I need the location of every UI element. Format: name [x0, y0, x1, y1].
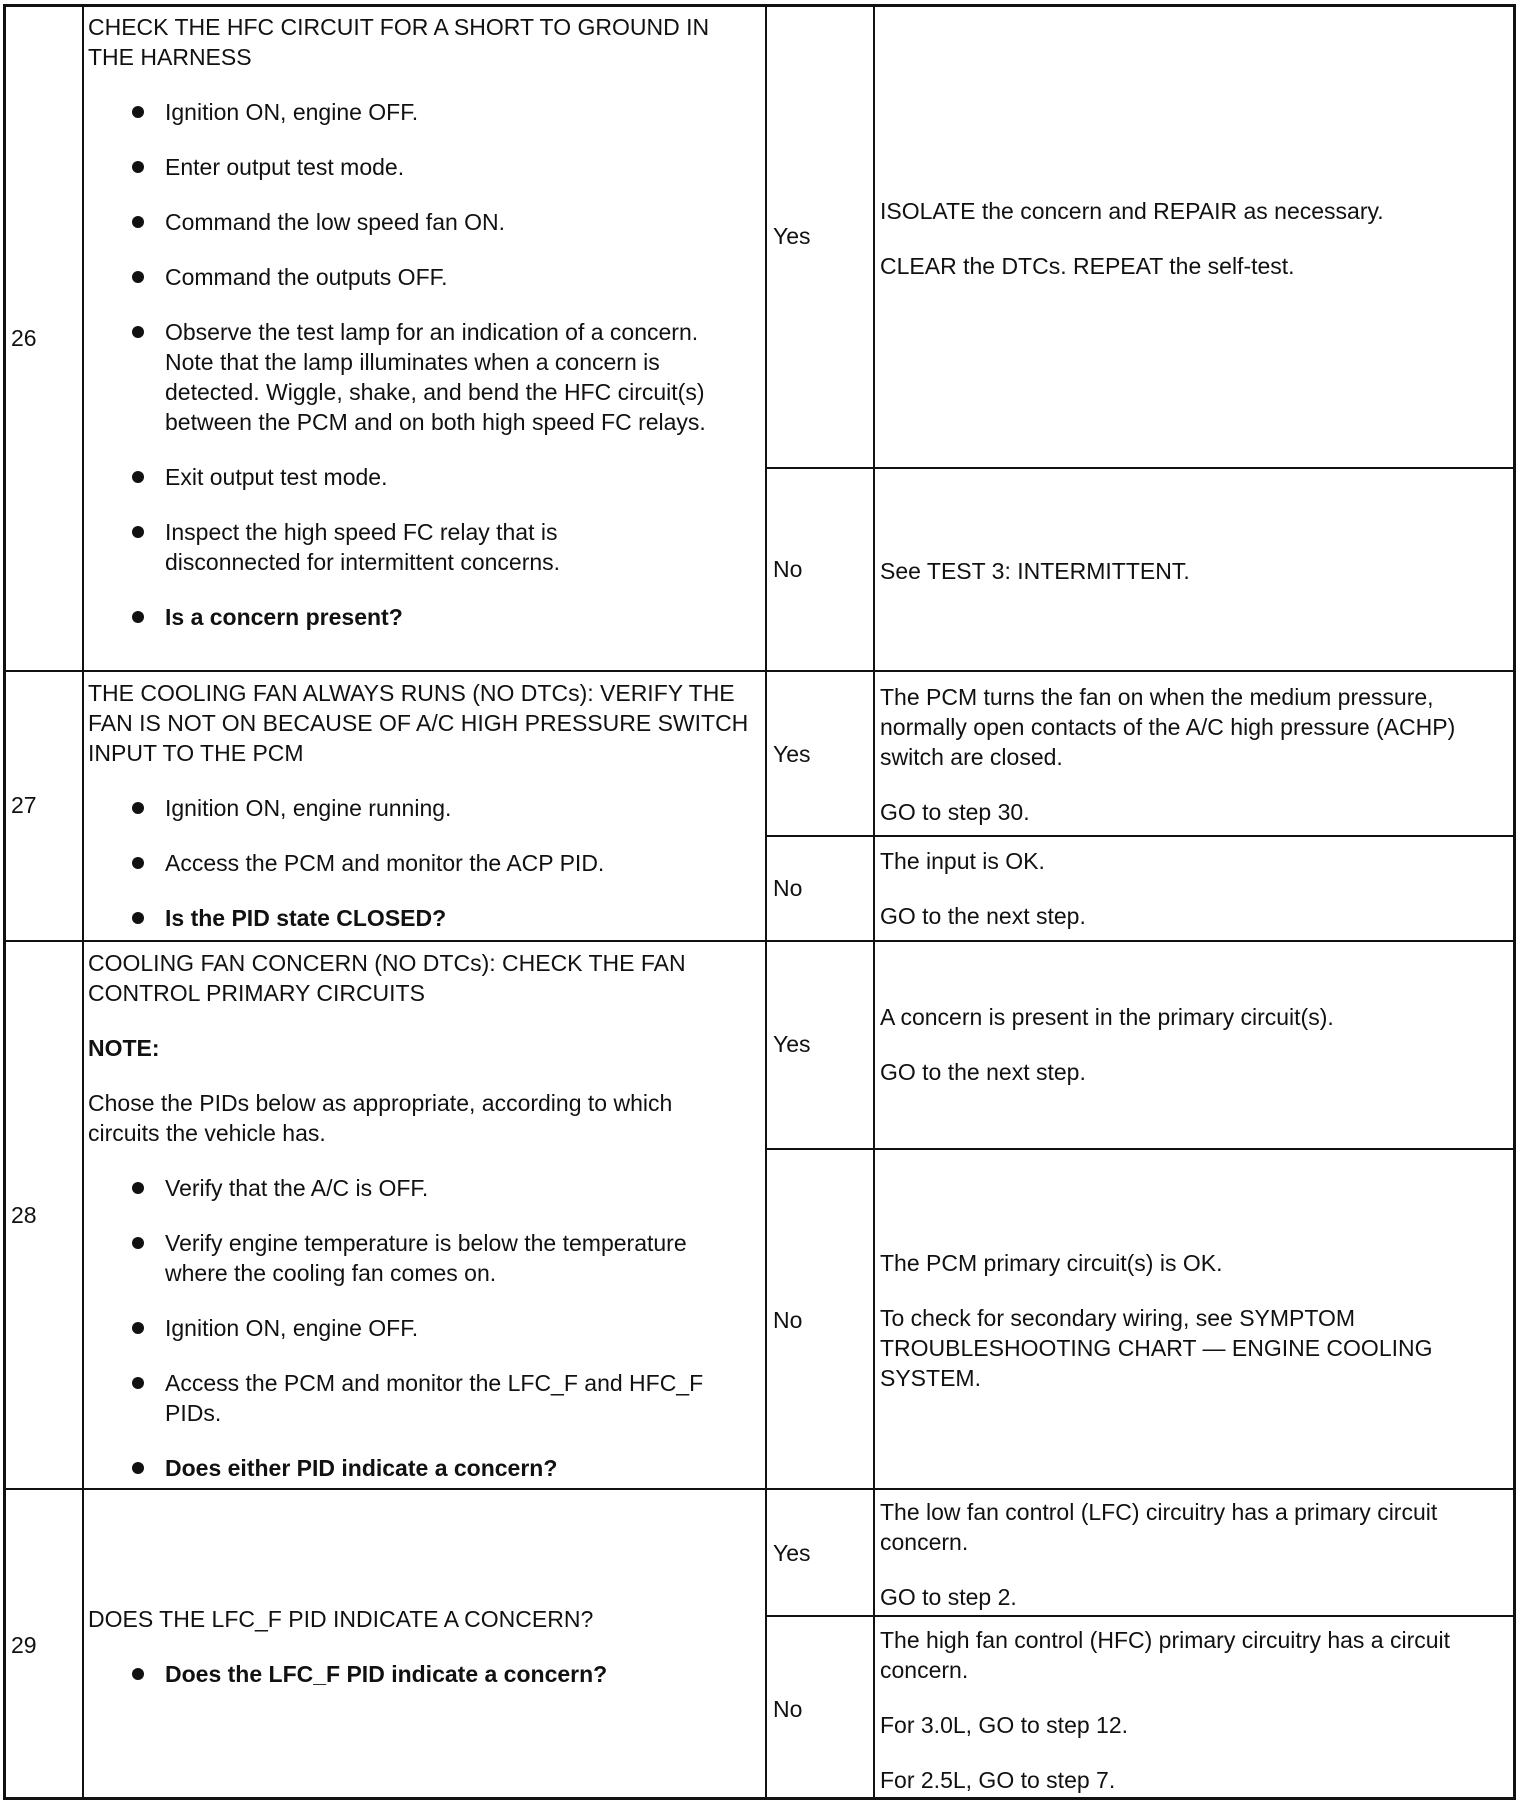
list-item: Ignition ON, engine running.: [88, 793, 758, 823]
list-item: Observe the test lamp for an indication of a concern. Note that the lamp illuminates when a concern is detected. Wiggle, shake, and bend the HFC circuit(s) between the PCM and on both high speed FC relays.: [88, 317, 725, 437]
check-steps: [88, 1173, 758, 1483]
list-item: Enter output test mode.: [88, 152, 758, 182]
list-item: Access the PCM and monitor the ACP PID.: [88, 848, 758, 878]
check-question: Is the PID state CLOSED?: [88, 903, 758, 933]
action-line: The PCM primary circuit(s) is OK.: [880, 1250, 1223, 1276]
list-item: Command the low speed fan ON.: [88, 207, 758, 237]
list-item: Inspect the high speed FC relay that is disconnected for intermittent concerns.: [88, 517, 645, 577]
result-yes-action: [880, 1002, 1500, 1087]
action-line: GO to step 2.: [880, 1584, 1017, 1610]
check-heading: THE COOLING FAN ALWAYS RUNS (NO DTCs): VERIFY THE FAN IS NOT ON BECAUSE OF A/C HIGH PRESSURE SWITCH INPUT TO THE PCM: [88, 680, 749, 766]
row-divider-26-27: [3, 670, 1516, 672]
divider-result: [873, 4, 875, 1800]
action-line: CLEAR the DTCs. REPEAT the self-test.: [880, 253, 1295, 279]
row-divider-27-28: [3, 940, 1516, 942]
list-item: Exit output test mode.: [88, 462, 758, 492]
step-number: 27: [11, 792, 37, 818]
result-no-action: [880, 556, 1500, 586]
table-border-right: [1513, 4, 1516, 1800]
result-yes-label: Yes: [773, 741, 811, 767]
list-item: Verify that the A/C is OFF.: [88, 1173, 758, 1203]
action-line: For 2.5L, GO to step 7.: [880, 1767, 1116, 1793]
note-text: Chose the PIDs below as appropriate, according to which circuits the vehicle has.: [88, 1090, 673, 1146]
result-yes-label: Yes: [773, 1031, 811, 1057]
result-no-label: No: [773, 556, 803, 582]
check-question: Does the LFC_F PID indicate a concern?: [88, 1659, 758, 1689]
yes-no-divider-26: [765, 467, 1516, 469]
yes-no-divider-27: [765, 835, 1516, 837]
action-line: The PCM turns the fan on when the medium pressure, normally open contacts of the A/C high pressure (ACHP) switch are closed.: [880, 684, 1456, 770]
result-yes-action: [880, 196, 1500, 281]
action-line: ISOLATE the concern and REPAIR as necessary.: [880, 198, 1384, 224]
list-item: Ignition ON, engine OFF.: [88, 1313, 758, 1343]
step-number: 28: [11, 1202, 37, 1228]
check-cell: [88, 12, 758, 632]
check-question: Does either PID indicate a concern?: [88, 1453, 758, 1483]
action-line: GO to the next step.: [880, 903, 1086, 929]
table-border-left: [3, 4, 6, 1800]
result-no-action: [880, 846, 1500, 931]
check-steps: [88, 1659, 758, 1689]
divider-step: [82, 4, 84, 1800]
step-number: 26: [11, 325, 37, 351]
result-yes-label: Yes: [773, 1540, 811, 1566]
check-question: Is a concern present?: [88, 602, 758, 632]
action-line: For 3.0L, GO to step 12.: [880, 1712, 1129, 1738]
result-yes-label: Yes: [773, 223, 811, 249]
action-line: GO to step 30.: [880, 799, 1030, 825]
check-cell: [88, 1604, 758, 1689]
check-heading: CHECK THE HFC CIRCUIT FOR A SHORT TO GROUND IN THE HARNESS: [88, 14, 710, 70]
result-no-label: No: [773, 1307, 803, 1333]
note-label: NOTE:: [88, 1035, 160, 1061]
check-heading: COOLING FAN CONCERN (NO DTCs): CHECK THE FAN CONTROL PRIMARY CIRCUITS: [88, 950, 686, 1006]
row-divider-28-29: [3, 1488, 1516, 1490]
list-item: Ignition ON, engine OFF.: [88, 97, 758, 127]
action-line: GO to the next step.: [880, 1059, 1086, 1085]
action-line: See TEST 3: INTERMITTENT.: [880, 558, 1190, 584]
check-heading: DOES THE LFC_F PID INDICATE A CONCERN?: [88, 1606, 594, 1632]
list-item: Command the outputs OFF.: [88, 262, 758, 292]
check-cell: [88, 948, 758, 1483]
result-no-action: [880, 1248, 1500, 1393]
step-number: 29: [11, 1632, 37, 1658]
action-line: The low fan control (LFC) circuitry has a primary circuit concern.: [880, 1499, 1438, 1555]
action-line: The input is OK.: [880, 848, 1045, 874]
action-line: To check for secondary wiring, see SYMPTOM TROUBLESHOOTING CHART — ENGINE COOLING SYSTEM.: [880, 1305, 1433, 1391]
yes-no-divider-29: [765, 1615, 1516, 1617]
result-yes-action: [880, 682, 1500, 827]
check-steps: [88, 97, 758, 632]
action-line: A concern is present in the primary circuit(s).: [880, 1004, 1334, 1030]
list-item: Verify engine temperature is below the temperature where the cooling fan comes on.: [88, 1228, 755, 1288]
divider-check: [765, 4, 767, 1800]
result-no-label: No: [773, 1696, 803, 1722]
check-cell: [88, 678, 758, 933]
result-no-label: No: [773, 875, 803, 901]
result-no-action: [880, 1625, 1500, 1795]
table-border-top: [3, 4, 1516, 7]
result-yes-action: [880, 1497, 1500, 1612]
list-item: Access the PCM and monitor the LFC_F and HFC_F PIDs.: [88, 1368, 725, 1428]
action-line: The high fan control (HFC) primary circuitry has a circuit concern.: [880, 1627, 1451, 1683]
yes-no-divider-28: [765, 1148, 1516, 1150]
check-steps: [88, 793, 758, 933]
